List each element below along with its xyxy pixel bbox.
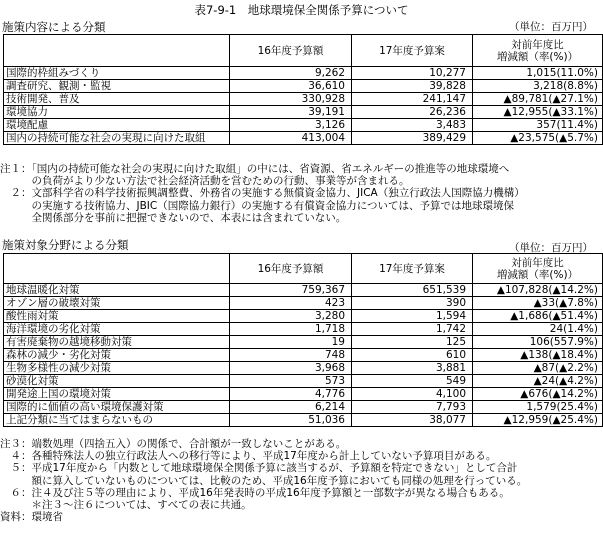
fy16-value: 39,191	[230, 106, 352, 119]
fy16-value: 573	[230, 375, 352, 388]
note-line: ２：文部科学省の科学技術振興調整費、外務省の実施する無償資金協力、JICA（独立行政法人国際協力機構）	[0, 187, 525, 200]
note-line: ＊注３～注６については、すべての表に共通。	[0, 499, 252, 512]
header-change-line2: 増減額（率(%)）	[496, 50, 579, 63]
fy17-value: 390	[352, 297, 473, 310]
notes-table1	[0, 163, 525, 224]
note-line: 額に算入していないものについては、比較のため、平成16年度予算においても同様の処理を行っている。	[0, 474, 528, 487]
section-title-by-measure: 施策内容による分類	[2, 20, 106, 34]
note-line: ６：注４及び注５等の理由により、平成16年発表時の平成16年度予算額と一部数字が異なる場合もある。	[0, 486, 510, 499]
fy16-value: 36,610	[230, 80, 352, 93]
change-value: ▲1,686(▲51.4%)	[473, 310, 603, 323]
fy16-value: 6,214	[230, 401, 352, 414]
table-row	[4, 93, 603, 106]
row-label: 開発途上国の環境対策	[4, 388, 230, 401]
fy16-value: 759,367	[230, 284, 352, 297]
budget-table-by-measure	[3, 34, 603, 145]
table-row	[4, 362, 603, 375]
fy17-value: 10,277	[352, 67, 473, 80]
header-fy16: 16年度予算額	[230, 35, 352, 67]
budget-table-by-field	[3, 253, 603, 427]
fy16-value: 4,776	[230, 388, 352, 401]
fy16-value: 3,968	[230, 362, 352, 375]
header-change-line1: 対前年度比	[511, 256, 564, 269]
page-title: 表7-9-1 地球環境保全関係予算について	[194, 3, 409, 17]
row-label: 国内の持続可能な社会の実現に向けた取組	[4, 132, 230, 145]
change-value: ▲87(▲2.2%)	[473, 362, 603, 375]
table-row	[4, 375, 603, 388]
fy17-value: 651,539	[352, 284, 473, 297]
fy17-value: 26,236	[352, 106, 473, 119]
fy17-value: 125	[352, 336, 473, 349]
row-label: オゾン層の破壊対策	[4, 297, 230, 310]
unit-label-1: （単位：百万円）	[509, 21, 593, 33]
header-item	[4, 35, 230, 67]
fy17-value: 38,077	[352, 414, 473, 427]
row-label: 環境協力	[4, 106, 230, 119]
row-label: 上記分類に当てはまらないもの	[4, 414, 230, 427]
fy16-value: 748	[230, 349, 352, 362]
header-fy17: 17年度予算案	[352, 254, 473, 284]
fy17-value: 3,483	[352, 119, 473, 132]
change-value: 1,015(11.0%)	[473, 67, 603, 80]
change-value: ▲23,575(▲5.7%)	[473, 132, 603, 145]
table-row	[4, 414, 603, 427]
change-value: 24(1.4%)	[473, 323, 603, 336]
note-line: の負荷がより少ない方法で社会経済活動を営むための行動、事業等が含まれる。	[0, 175, 410, 188]
note-line: 注３：端数処理（四捨五入）の関係で、合計額が一致しないことがある。	[0, 438, 347, 450]
row-label: 海洋環境の劣化対策	[4, 323, 230, 336]
table-row	[4, 132, 603, 145]
fy16-value: 3,280	[230, 310, 352, 323]
table-row	[4, 336, 603, 349]
change-value: 3,218(8.8%)	[473, 80, 603, 93]
change-value: 106(557.9%)	[473, 336, 603, 349]
fy16-value: 413,004	[230, 132, 352, 145]
fy17-value: 549	[352, 375, 473, 388]
change-value: ▲33(▲7.8%)	[473, 297, 603, 310]
fy16-value: 19	[230, 336, 352, 349]
fy16-value: 1,718	[230, 323, 352, 336]
fy16-value: 9,262	[230, 67, 352, 80]
change-value: 357(11.4%)	[473, 119, 603, 132]
row-label: 有害廃棄物の越境移動対策	[4, 336, 230, 349]
fy17-value: 39,828	[352, 80, 473, 93]
row-label: 砂漠化対策	[4, 375, 230, 388]
fy17-value: 389,429	[352, 132, 473, 145]
table-row	[4, 284, 603, 297]
fy17-value: 4,100	[352, 388, 473, 401]
row-label: 環境配慮	[4, 119, 230, 132]
change-value: ▲676(▲14.2%)	[473, 388, 603, 401]
table-row	[4, 323, 603, 336]
table-row	[4, 67, 603, 80]
header-change	[473, 254, 603, 284]
header-fy16: 16年度予算額	[230, 254, 352, 284]
change-value: ▲107,828(▲14.2%)	[473, 284, 603, 297]
row-label: 国際的枠組みづくり	[4, 67, 230, 80]
fy17-value: 241,147	[352, 93, 473, 106]
header-item	[4, 254, 230, 284]
note-line: 全関係部分を事前に把握できないので、本表には含まれていない。	[0, 211, 347, 224]
fy16-value: 3,126	[230, 119, 352, 132]
note-line: ５：平成17年度から「内数として地球環境保全関係予算に該当するが、予算額を特定できない」として合計	[0, 462, 518, 475]
header-fy17: 17年度予算案	[352, 35, 473, 67]
change-value: ▲138(▲18.4%)	[473, 349, 603, 362]
note-line: 資料：環境省	[0, 511, 63, 524]
fy16-value: 423	[230, 297, 352, 310]
change-value: ▲24(▲4.2%)	[473, 375, 603, 388]
notes-table2	[0, 438, 527, 523]
table-row	[4, 349, 603, 362]
fy17-value: 1,594	[352, 310, 473, 323]
change-value: ▲12,955(▲33.1%)	[473, 106, 603, 119]
change-value: 1,579(25.4%)	[473, 401, 603, 414]
note-line: 注１：「国内の持続可能な社会の実現に向けた取組」の中には、省資源、省エネルギーの推進等の地球環境へ	[0, 163, 510, 175]
fy17-value: 1,742	[352, 323, 473, 336]
header-change-line1: 対前年度比	[511, 38, 564, 51]
table-row	[4, 310, 603, 323]
row-label: 国際的に価値の高い環境保護対策	[4, 401, 230, 414]
fy16-value: 51,036	[230, 414, 352, 427]
row-label: 地球温暖化対策	[4, 284, 230, 297]
table-row	[4, 106, 603, 119]
note-line: ４：各種特殊法人の独立行政法人への移行等により、平成17年度から計上していない予算項目がある。	[0, 450, 497, 463]
table-row	[4, 401, 603, 414]
fy17-value: 610	[352, 349, 473, 362]
row-label: 生物多様性の減少対策	[4, 362, 230, 375]
fy17-value: 3,881	[352, 362, 473, 375]
section-title-by-field: 施策対象分野による分類	[2, 238, 129, 252]
note-line: の実施する技術協力、JBIC（国際協力銀行）の実施する有償資金協力については、予算では地球環境保	[0, 199, 515, 212]
fy17-value: 7,793	[352, 401, 473, 414]
row-label: 酸性雨対策	[4, 310, 230, 323]
table-row	[4, 80, 603, 93]
unit-label-2: （単位：百万円）	[509, 242, 593, 254]
header-change	[473, 35, 603, 67]
row-label: 技術開発、普及	[4, 93, 230, 106]
change-value: ▲12,959(▲25.4%)	[473, 414, 603, 427]
row-label: 森林の減少・劣化対策	[4, 349, 230, 362]
row-label: 調査研究、観測・監視	[4, 80, 230, 93]
fy16-value: 330,928	[230, 93, 352, 106]
header-change-line2: 増減額（率(%)）	[496, 268, 579, 281]
table-row	[4, 388, 603, 401]
table-row	[4, 119, 603, 132]
change-value: ▲89,781(▲27.1%)	[473, 93, 603, 106]
table-row	[4, 297, 603, 310]
